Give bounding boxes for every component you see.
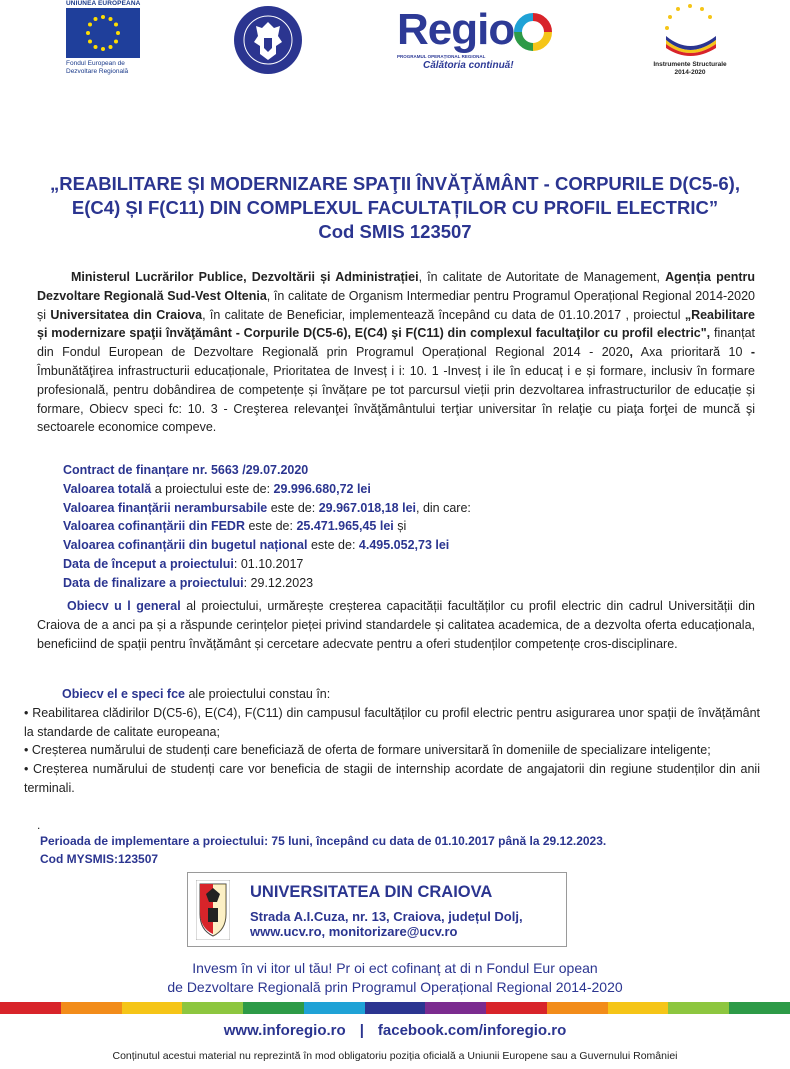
- eu-flag-icon: [66, 8, 140, 58]
- fact-row: Contract de finanțare nr. 5663 /29.07.2020: [63, 463, 309, 477]
- university-crest-icon: [196, 880, 230, 940]
- color-band-segment: [425, 1002, 486, 1014]
- fact-row: Valoarea cofinanțării din bugetul național este de: 4.495.052,73 lei: [63, 538, 450, 553]
- title-line-1: „REABILITARE ȘI MODERNIZARE SPAŢII ÎNVĂŢĂMÂNT - CORPURILE D(C5-6),: [50, 173, 740, 194]
- link-separator: |: [359, 1022, 364, 1039]
- romanian-government-seal-icon: [232, 4, 304, 76]
- color-band-segment: [668, 1002, 729, 1014]
- stray-dot: .: [37, 818, 41, 832]
- disclaimer: Conținutul acestui material nu reprezintă în mod obligatoriu poziția oficială a Uniunii Europene sau a Guvernului României: [112, 1050, 678, 1062]
- intro-paragraph: Ministerul Lucrărilor Publice, Dezvoltării și Administrației, în calitate de Autoritate de Management, Agenția pentru Dezvoltare Regională Sud-Vest Oltenia, în calitate de Organism Intermediar pentru Programul Operațional Regional 2014-2020 și Universitatea din Craiova, în calitate de Beneficiar, implementează începând cu data de 01.10.2017 , proiectul „Reabilitare și modernizare spaţii învăţământ - Corpurile D(C5-6), E(C4) şi F(C11) din complexul facultaţilor cu profil electric", finanțat din Fondul European de Dezvoltare Regională prin Programul Operațional Regional 2014 - 2020, Axa prioritară 10 - Îmbunătăţirea infrastructurii educaționale, Prioritatea de Invesț i i: 10. 1 -Invesț i ile în educaț i e și formare, inclusiv în formare profesională, pentru dobândirea de competențe și învățare pe tot parcursul vieții prin dezvoltarea infrastructurilor de educație și formare, Obiecv speci fc: 10. 3 - Creşterea relevanţei învăţământului terţiar universitar în relaţie cu piaţa forţei de muncă şi sectoarele economice compeve.: [37, 270, 756, 435]
- eu-logo-title: UNIUNEA EUROPEANĂ: [66, 0, 141, 7]
- color-band-segment: [547, 1002, 608, 1014]
- color-band-segment: [486, 1002, 547, 1014]
- project-title: [0, 172, 790, 244]
- university-contact-box: [187, 872, 567, 947]
- contract-facts: [63, 461, 471, 593]
- color-band-segment: [122, 1002, 183, 1014]
- university-web-link[interactable]: www.ucv.ro, monitorizare@ucv.ro: [250, 924, 458, 939]
- color-band-segment: [243, 1002, 304, 1014]
- general-objective-paragraph: Obiecv u l general al proiectului, urmărește creșterea capacității facultăților cu profil electric din cadrul Universității din Craiova de a anci pa și a răspunde cerințelor pieței privind standardele și calitatea academica, de a dezvolta oferta educaționala, beneficiind de spații pentru învățământ și cercetare adecvate pentru a oferi studenților competențe cros-disciplinare.: [37, 599, 755, 651]
- implementation-period: [40, 832, 606, 868]
- list-item: • Creșterea numărului de studenți care vor beneficia de stagii de internship acordate de angajatorii din regiune studenților din anii terminali.: [24, 762, 760, 795]
- footer-links: [0, 1022, 790, 1039]
- fact-row: Data de finalizare a proiectului: 29.12.2023: [63, 575, 314, 590]
- specific-objectives-label: Obiecv el e speci fce: [62, 687, 185, 701]
- regio-slogan: Călătoria continuă!: [423, 60, 514, 71]
- color-band: [0, 1002, 790, 1014]
- color-band-segment: [182, 1002, 243, 1014]
- university-name: UNIVERSITATEA DIN CRAIOVA: [250, 883, 493, 901]
- specific-objectives: [24, 685, 760, 798]
- title-line-3: Cod SMIS 123507: [318, 221, 472, 242]
- eu-logo: [66, 0, 144, 76]
- structural-instruments-caption: Instrumente Structurale 2014-2020: [653, 61, 727, 76]
- title-line-2: E(C4) ȘI F(C11) DIN COMPLEXUL FACULTAȚILOR CU PROFIL ELECTRIC”: [71, 197, 719, 218]
- color-band-segment: [304, 1002, 365, 1014]
- fact-row: Valoarea cofinanțării din FEDR este de: 25.471.965,45 lei și: [63, 519, 407, 534]
- color-band-segment: [729, 1002, 790, 1014]
- regio-program-label: PROGRAMUL OPERAȚIONAL REGIONAL: [397, 54, 486, 59]
- inforegio-link[interactable]: www.inforegio.ro: [223, 1022, 346, 1039]
- list-item: • Creșterea numărului de studenți care beneficiază de oferta de formare universitară în domeniile de specializare inteligente;: [24, 743, 711, 758]
- fact-row: Valoarea totală a proiectului este de: 29.996.680,72 lei: [63, 481, 371, 496]
- facebook-link[interactable]: facebook.com/inforegio.ro: [377, 1022, 567, 1039]
- regio-wordmark: Regio: [397, 5, 515, 54]
- list-item: • Reabilitarea clădirilor D(C5-6), E(C4), F(C11) din campusul facultăților cu profil electric pentru asigurarea unor spații de învățământ la standarde de calitate europeana;: [24, 705, 760, 739]
- color-band-segment: [0, 1002, 61, 1014]
- fact-row: Data de început a proiectului: 01.10.2017: [63, 556, 304, 571]
- logo-bar: [0, 0, 790, 100]
- period-line: Perioada de implementare a proiectului: 75 luni, începând cu data de 01.10.2017 până la 29.12.2023.: [40, 834, 607, 848]
- general-objective-label: Obiecv u l general: [67, 599, 181, 613]
- funding-statement: Invesm în vi itor ul tău! Pr oi ect cofinanț at di n Fondul Eur opean de Dezvoltare Regională prin Programul Operațional Regional 2014-2020: [167, 960, 623, 995]
- color-band-segment: [608, 1002, 669, 1014]
- color-band-segment: [61, 1002, 122, 1014]
- university-address: Strada A.I.Cuza, nr. 13, Craiova, județul Dolj, www.ucv.ro, monitorizare@ucv.ro: [250, 909, 523, 939]
- specific-objectives-lead: Obiecv el e speci fce ale proiectului constau în:: [62, 687, 331, 701]
- fact-row: Valoarea finanțării nerambursabile este de: 29.967.018,18 lei, din care:: [63, 500, 471, 515]
- mysmis-code: Cod MYSMIS:123507: [40, 852, 159, 866]
- regio-logo: [397, 5, 557, 80]
- eu-logo-caption: Fondul European de Dezvoltare Regională: [66, 60, 129, 75]
- color-band-segment: [365, 1002, 426, 1014]
- regio-ring-icon: [513, 12, 553, 52]
